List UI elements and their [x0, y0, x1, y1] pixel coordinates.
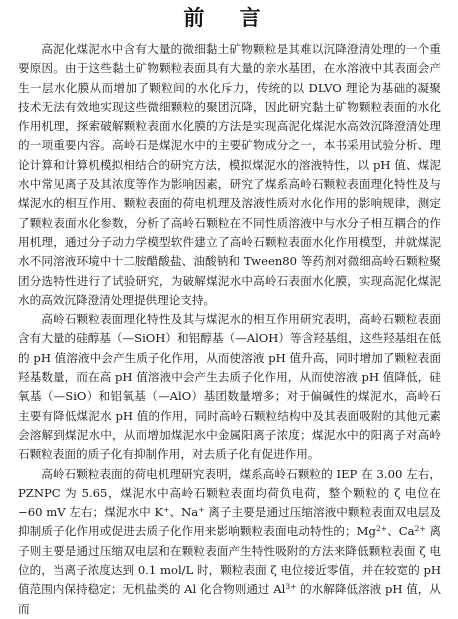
paragraph-text: 高岭石颗粒表面理化特性及其与煤泥水的相互作用研究表明，高岭石颗粒表面含有大量的硅醇基（—SiOH）和铝醇基（—AlOH）等含羟基组，这些羟基组在低的 pH 值溶液中会产生质子化作用，从而使溶液 pH 值升高，同时增加了颗粒表面羟基数量，而在高 pH 值溶液中会产生去质子化作用，从而使溶液 pH 值降低，硅氧基（—SiO）和铝氧基（—AlO）基团数量增多；对于偏碱性的煤泥水，高岭石主要有降低煤泥水 pH 值的作用，同时高岭石颗粒结构中及其表面吸附的其他元素会溶解到煤泥水中，从而增加煤泥水中金属阳离子浓度；煤泥水中的阳离子对高岭石颗粒表面的质子化有抑制作用，对去质子化有促进作用。	[18, 312, 441, 462]
paragraph-text: 高泥化煤泥水中含有大量的微细黏土矿物颗粒是其难以沉降澄清处理的一个重要原因。由于这些黏土矿物颗粒表面具有大量的亲水基团，在水溶液中其表面会产生一层水化膜从而增加了颗粒间的水化斥力，传统的以 DLVO 理论为基础的凝聚技术无法有效地实现这些微细颗粒的聚团沉降，因此研究黏土矿物颗粒表面的水化作用机理，探索破解颗粒表面水化膜的方法是实现高泥化煤泥水高效沉降澄清处理的一项重要内容。高岭石是煤泥水中的主要矿物成分之一，本书采用试验分析、理论计算和计算机模拟相结合的研究方法，模拟煤泥水的溶液特性，以 pH 值、煤泥水中常见离子及其浓度等作为影响因素，研究了煤系高岭石颗粒表面理化特性及与煤泥水的相互作用、颗粒表面的荷电机理及溶液性质对水化作用的影响规律，测定了颗粒表面水化参数，分析了高岭石颗粒在不同性质溶液中与水分子相互耦合的作用机理，通过分子动力学模型软件建立了高岭石颗粒表面水化作用模型，并就煤泥水不同溶液环境中十二胺醋酸盐、油酸钠和 Tween80 等药剂对微细高岭石颗粒聚团分选特性进行了试验研究，为破解煤泥水中高岭石表面水化膜，实现高泥化煤泥水的高效沉降澄清处理提供理论支持。	[18, 42, 441, 307]
paragraph-charge-mechanism	[18, 465, 441, 619]
paragraph-text: 、Na	[169, 505, 199, 520]
page-title: 前 言	[183, 6, 275, 30]
body-text	[18, 40, 441, 619]
paragraph-text: 的水解降低溶液 pH 值，从而	[18, 582, 442, 616]
ion-charge-superscript: 2+	[375, 524, 388, 534]
ion-charge-superscript: +	[198, 505, 205, 515]
ion-charge-superscript: 2+	[414, 524, 426, 534]
paragraph-text: 离子主要是通过压缩溶液中颗粒表面双电层及抑制质子化作用或促进去质子化作用来影响颗粒表面电动特性的；Mg	[18, 505, 441, 539]
ion-charge-superscript: 3+	[285, 582, 297, 592]
paragraph-text: 、Ca	[387, 524, 415, 539]
paragraph-text: 高岭石颗粒表面的荷电机理研究表明，煤系高岭石颗粒的 IEP 在 3.00 左右，PZNPC 为 5.65，煤泥水中高岭石颗粒表面均荷负电荷，整个颗粒的 ζ 电位在 −60 mV 左右；煤泥水中 K	[18, 466, 441, 520]
paragraph-intro	[18, 40, 441, 310]
paragraph-surface-properties	[18, 310, 441, 464]
paragraph-text: 离子则主要是通过压缩双电层和在颗粒表面产生特性吸附的方法来降低颗粒表面 ζ 电位的，当离子浓度达到 0.1 mol/L 时，颗粒表面 ζ 电位接近零值，并在较宽的 pH 值范围内保持稳定；无机盐类的 Al 化合物则通过 Al	[18, 524, 442, 597]
ion-charge-superscript: +	[163, 505, 170, 515]
